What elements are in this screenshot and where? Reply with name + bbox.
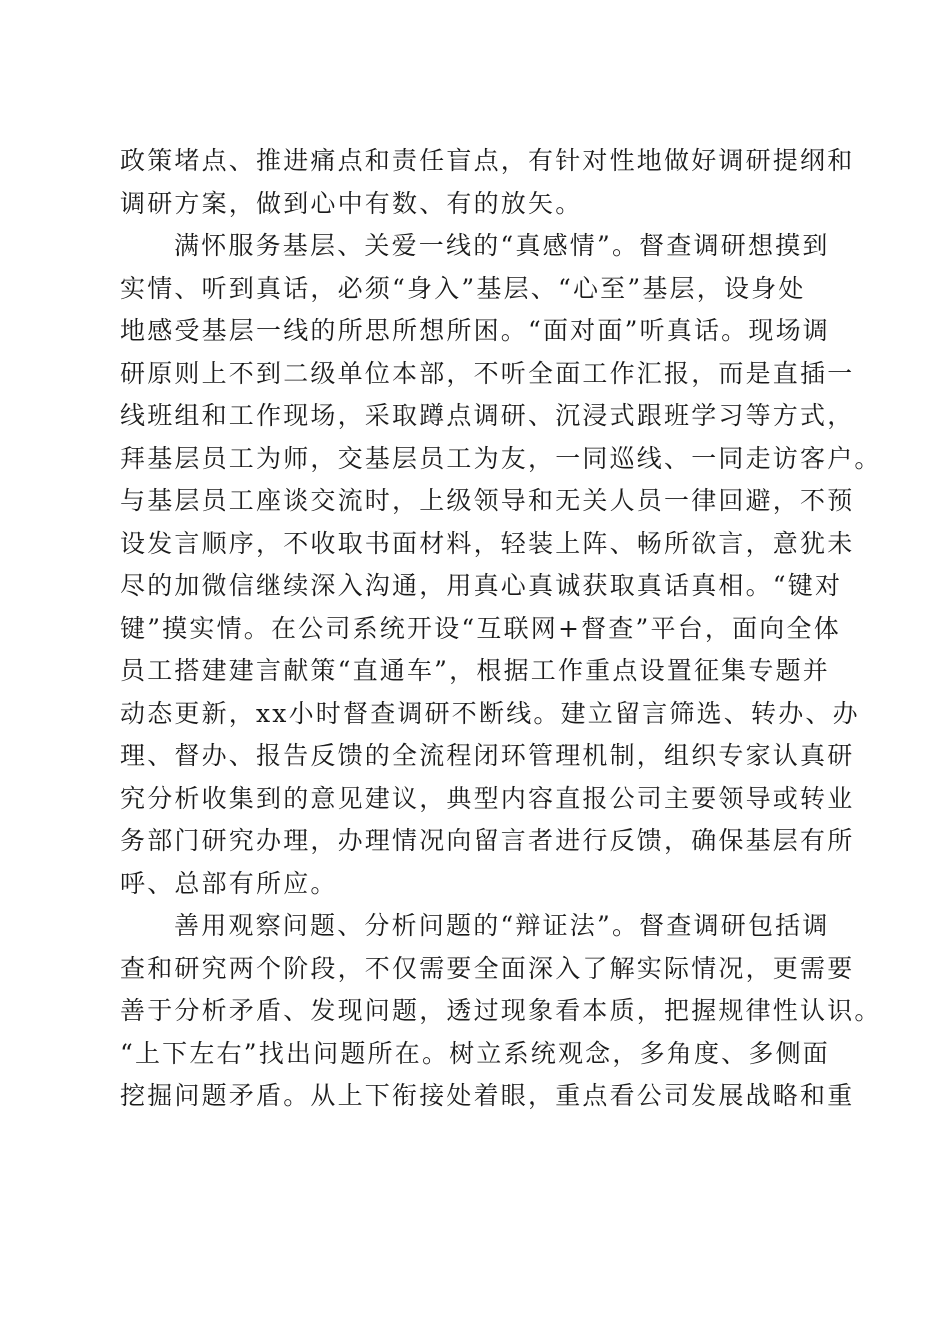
- text-line: 究分析收集到的意见建议，典型内容直报公司主要领导或转业: [120, 783, 855, 813]
- text-line: 拜基层员工为师，交基层员工为友，一同巡线、一同走访客户。: [120, 443, 882, 473]
- paragraph-3: [120, 905, 882, 1118]
- paragraph-1: [120, 140, 855, 225]
- text-line: 理、督办、报告反馈的全流程闭环管理机制，组织专家认真研: [120, 741, 855, 770]
- text-line: 实情、听到真话，必须“身入”基层、“心至”基层，设身处: [120, 273, 806, 303]
- paragraph-2: [120, 225, 882, 905]
- text-line: 政策堵点、推进痛点和责任盲点，有针对性地做好调研提纲和: [120, 146, 855, 175]
- text-line: 挖掘问题矛盾。从上下衔接处着眼，重点看公司发展战略和重: [120, 1081, 855, 1110]
- text-line: 调研方案，做到心中有数、有的放矢。: [120, 188, 583, 218]
- text-line: 善用观察问题、分析问题的“辩证法”。督查调研包括调: [174, 911, 830, 940]
- text-line: 呼、总部有所应。: [120, 868, 338, 898]
- text-line: 务部门研究办理，办理情况向留言者进行反馈，确保基层有所: [120, 826, 855, 855]
- text-line: 善于分析矛盾、发现问题，透过现象看本质，把握规律性认识。: [120, 996, 882, 1025]
- text-line: 地感受基层一线的所思所想所困。“面对面”听真话。现场调: [120, 316, 830, 345]
- text-line: 与基层员工座谈交流时，上级领导和无关人员一律回避，不预: [120, 486, 855, 515]
- text-line: 线班组和工作现场，采取蹲点调研、沉浸式跟班学习等方式，: [120, 401, 855, 430]
- text-line: 尽的加微信继续深入沟通，用真心真诚获取真话真相。“键对: [120, 571, 843, 600]
- text-line: 设发言顺序，不收取书面材料，轻装上阵、畅所欲言，意犹未: [120, 528, 855, 558]
- text-line: 员工搭建建言献策“直通车”，根据工作重点设置征集专题并: [120, 656, 830, 685]
- text-line: “上下左右”找出问题所在。树立系统观念，多角度、多侧面: [120, 1038, 830, 1068]
- text-line: 研原则上不到二级单位本部，不听全面工作汇报，而是直插一: [120, 358, 855, 388]
- text-line: 动态更新，xx小时督查调研不断线。建立留言筛选、转办、办: [120, 698, 860, 728]
- text-line: 满怀服务基层、关爱一线的“真感情”。督查调研想摸到: [174, 231, 830, 260]
- text-line: 查和研究两个阶段，不仅需要全面深入了解实际情况，更需要: [120, 953, 855, 983]
- text-line: 键”摸实情。在公司系统开设“互联网+督查”平台，面向全体: [120, 613, 841, 643]
- document-body: [120, 140, 882, 1118]
